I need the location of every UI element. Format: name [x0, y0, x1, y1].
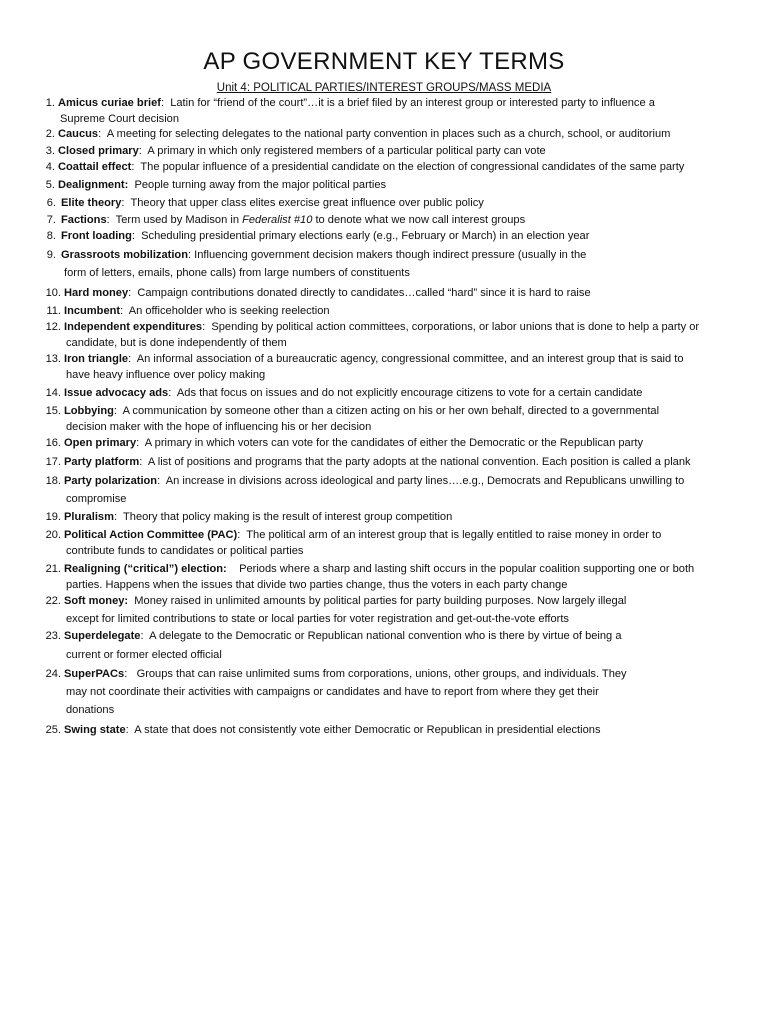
- term-name: Open primary: [64, 437, 137, 449]
- term-name: Factions: [61, 214, 107, 226]
- term-name: Grassroots mobilization: [61, 249, 188, 261]
- term-number: 20.: [45, 529, 61, 541]
- term-name: Soft money:: [64, 595, 129, 607]
- term-first-line: [58, 177, 386, 194]
- term-number: 6.: [46, 197, 56, 209]
- term-definition: A meeting for selecting delegates to the national party convention in places such as a church, school, or auditorium: [106, 128, 671, 140]
- term-name: Hard money: [64, 287, 129, 299]
- term-definition-continued: compromise: [66, 493, 127, 505]
- term-number: 4.: [45, 161, 55, 173]
- term-separator: :: [131, 161, 141, 173]
- term-number: 24.: [45, 668, 61, 680]
- term-number: 1.: [45, 97, 55, 109]
- term-number: 22.: [45, 595, 61, 607]
- term-number: 7.: [46, 214, 56, 226]
- term-definition-continued: may not coordinate their activities with campaigns or candidates and have to report from where they get their: [66, 686, 599, 698]
- term-name: Issue advocacy ads: [64, 387, 169, 399]
- term-number: 16.: [45, 437, 61, 449]
- term-definition: An informal association of a bureaucratic agency, congressional committee, and an interest group that is said to: [136, 353, 684, 365]
- term-separator: :: [138, 145, 148, 157]
- term-definition: Theory that policy making is the result of interest group competition: [123, 511, 453, 523]
- term-definition: Influencing government decision makers though indirect pressure (usually in the: [194, 249, 587, 261]
- term-definition: An officeholder who is seeking reelection: [128, 305, 330, 317]
- term-first-line: [58, 95, 655, 112]
- term-separator: :: [125, 724, 135, 736]
- term-separator: :: [140, 630, 150, 642]
- term-number: 5.: [45, 179, 55, 191]
- term-first-line: [64, 561, 694, 578]
- term-first-line: [64, 527, 661, 544]
- term-separator: :: [136, 437, 145, 449]
- term-definition: Latin for “friend of the court”…it is a brief filed by an interest group or interested party to influence a: [170, 97, 655, 109]
- term-definition: Term used by Madison in: [115, 214, 243, 226]
- term-definition-continued: contribute funds to candidates or political parties: [66, 545, 304, 557]
- term-number: 21.: [45, 563, 61, 575]
- term-separator: [227, 563, 239, 575]
- term-definition: Theory that upper class elites exercise great influence over public policy: [130, 197, 484, 209]
- term-name: Pluralism: [64, 511, 114, 523]
- term-first-line: [64, 319, 699, 336]
- term-separator: :: [120, 305, 129, 317]
- term-first-line: [64, 435, 643, 452]
- term-name: Independent expenditures: [64, 321, 203, 333]
- term-separator: :: [124, 668, 137, 680]
- term-first-line: [64, 509, 452, 526]
- term-definition: A primary in which voters can vote for the candidates of either the Democratic or the Republican party: [144, 437, 644, 449]
- term-definition-continued: parties. Happens when the issues that divide two parties change, thus the voters in each party change: [66, 579, 568, 591]
- term-first-line: [58, 143, 546, 160]
- term-definition-continued: decision maker with the hope of influencing his or her decision: [66, 421, 372, 433]
- term-definition: The political arm of an interest group that is legally entitled to raise money in order to: [246, 529, 662, 541]
- term-name: Superdelegate: [64, 630, 141, 642]
- term-number: 23.: [45, 630, 61, 642]
- term-number: 13.: [45, 353, 61, 365]
- term-first-line: [64, 303, 330, 320]
- term-separator: :: [237, 529, 247, 541]
- term-name: Political Action Committee (PAC): [64, 529, 238, 541]
- term-name: Elite theory: [61, 197, 122, 209]
- term-name: Swing state: [64, 724, 126, 736]
- term-number: 11.: [46, 305, 61, 317]
- term-name: Caucus: [58, 128, 99, 140]
- term-number: 10.: [45, 287, 61, 299]
- term-definition: Groups that can raise unlimited sums from corporations, unions, other groups, and individuals. They: [136, 668, 627, 680]
- term-number: 2.: [45, 128, 55, 140]
- term-number: 25.: [45, 724, 61, 736]
- term-name: Incumbent: [64, 305, 121, 317]
- term-definition: A primary in which only registered members of a particular political party can vote: [147, 145, 546, 157]
- term-definition: to denote what we now call interest groups: [312, 214, 526, 226]
- term-definition: A state that does not consistently vote either Democratic or Republican in presidential elections: [134, 724, 601, 736]
- term-number: 18.: [45, 475, 61, 487]
- term-first-line: [64, 593, 626, 610]
- document-title: AP GOVERNMENT KEY TERMS: [203, 48, 565, 75]
- term-name: Lobbying: [64, 405, 114, 417]
- term-name: Realigning (“critical”) election:: [64, 563, 227, 575]
- term-definition-continued: current or former elected official: [66, 649, 222, 661]
- term-definition: A delegate to the Democratic or Republican national convention who is there by virtue of being a: [149, 630, 622, 642]
- term-definition-continued: candidate, but is done independently of them: [66, 337, 287, 349]
- term-definition: The popular influence of a presidential candidate on the election of congressional candidates of the same party: [140, 161, 685, 173]
- term-number: 19.: [45, 511, 61, 523]
- term-first-line: [64, 666, 627, 683]
- term-number: 14.: [45, 387, 61, 399]
- term-number: 15.: [45, 405, 61, 417]
- term-name: Amicus curiae brief: [58, 97, 161, 109]
- term-number: 12.: [45, 321, 61, 333]
- document-subtitle-text: Unit 4: POLITICAL PARTIES/INTEREST GROUPS/MASS MEDIA: [216, 82, 552, 94]
- term-separator: :: [187, 249, 195, 261]
- term-separator: :: [128, 287, 138, 299]
- term-definition-continued: donations: [66, 704, 115, 716]
- term-separator: :: [121, 197, 131, 209]
- term-definition: Spending by political action committees, corporations, or labor unions that is done to help a party or: [211, 321, 700, 333]
- term-name: Coattail effect: [58, 161, 132, 173]
- term-definition: Campaign contributions donated directly to candidates…called “hard” since it is hard to raise: [137, 287, 591, 299]
- term-number: 17.: [45, 456, 61, 468]
- term-number: 3.: [45, 145, 55, 157]
- term-separator: :: [106, 214, 116, 226]
- term-first-line: [61, 247, 586, 264]
- term-first-line: [64, 473, 684, 490]
- term-definition: People turning away from the major political parties: [134, 179, 387, 191]
- term-definition-continued: Supreme Court decision: [60, 113, 180, 125]
- term-definition: Money raised in unlimited amounts by political parties for party building purposes. Now largely illegal: [134, 595, 627, 607]
- term-separator: :: [139, 456, 148, 468]
- term-first-line: [64, 351, 684, 368]
- term-first-line: [64, 403, 659, 420]
- term-name: Closed primary: [58, 145, 139, 157]
- term-definition-continued: have heavy influence over policy making: [66, 369, 266, 381]
- term-first-line: [64, 285, 591, 302]
- term-first-line: [58, 159, 684, 176]
- term-separator: :: [113, 405, 123, 417]
- term-definition: A list of positions and programs that the party adopts at the national convention. Each position is called a plank: [147, 456, 691, 468]
- term-first-line: [64, 385, 642, 402]
- term-separator: :: [98, 128, 107, 140]
- term-separator: :: [131, 230, 142, 242]
- term-name: SuperPACs: [64, 668, 125, 680]
- term-number: 9.: [46, 249, 56, 261]
- term-definition: A communication by someone other than a citizen acting on his or her own behalf, directed to a governmental: [122, 405, 660, 417]
- term-separator: :: [168, 387, 177, 399]
- term-first-line: [61, 195, 484, 212]
- term-separator: :: [157, 475, 166, 487]
- term-definition-italic: Federalist #10: [242, 214, 313, 226]
- term-first-line: [64, 722, 601, 739]
- term-first-line: [58, 126, 670, 143]
- term-definition: Scheduling presidential primary elections early (e.g., February or March) in an election year: [141, 230, 590, 242]
- term-definition-continued: except for limited contributions to state or local parties for voter registration and get-out-the-vote efforts: [66, 613, 569, 625]
- term-separator: :: [160, 97, 171, 109]
- term-name: Party platform: [64, 456, 140, 468]
- term-first-line: [64, 454, 691, 471]
- term-first-line: [61, 228, 589, 245]
- term-number: 8.: [46, 230, 56, 242]
- term-name: Front loading: [61, 230, 132, 242]
- term-name: Party polarization: [64, 475, 158, 487]
- term-name: Iron triangle: [64, 353, 129, 365]
- term-separator: :: [113, 511, 123, 523]
- term-definition: Periods where a sharp and lasting shift occurs in the popular coalition supporting one or both: [239, 563, 695, 575]
- term-definition: An increase in divisions across ideological and party lines….e.g., Democrats and Republicans unwilling to: [165, 475, 685, 487]
- term-definition: Ads that focus on issues and do not explicitly encourage citizens to vote for a certain candidate: [176, 387, 643, 399]
- term-first-line: [61, 212, 525, 229]
- term-name: Dealignment:: [58, 179, 129, 191]
- term-separator: :: [128, 353, 137, 365]
- term-definition-continued: form of letters, emails, phone calls) from large numbers of constituents: [64, 267, 410, 279]
- term-first-line: [64, 628, 621, 645]
- term-separator: :: [202, 321, 212, 333]
